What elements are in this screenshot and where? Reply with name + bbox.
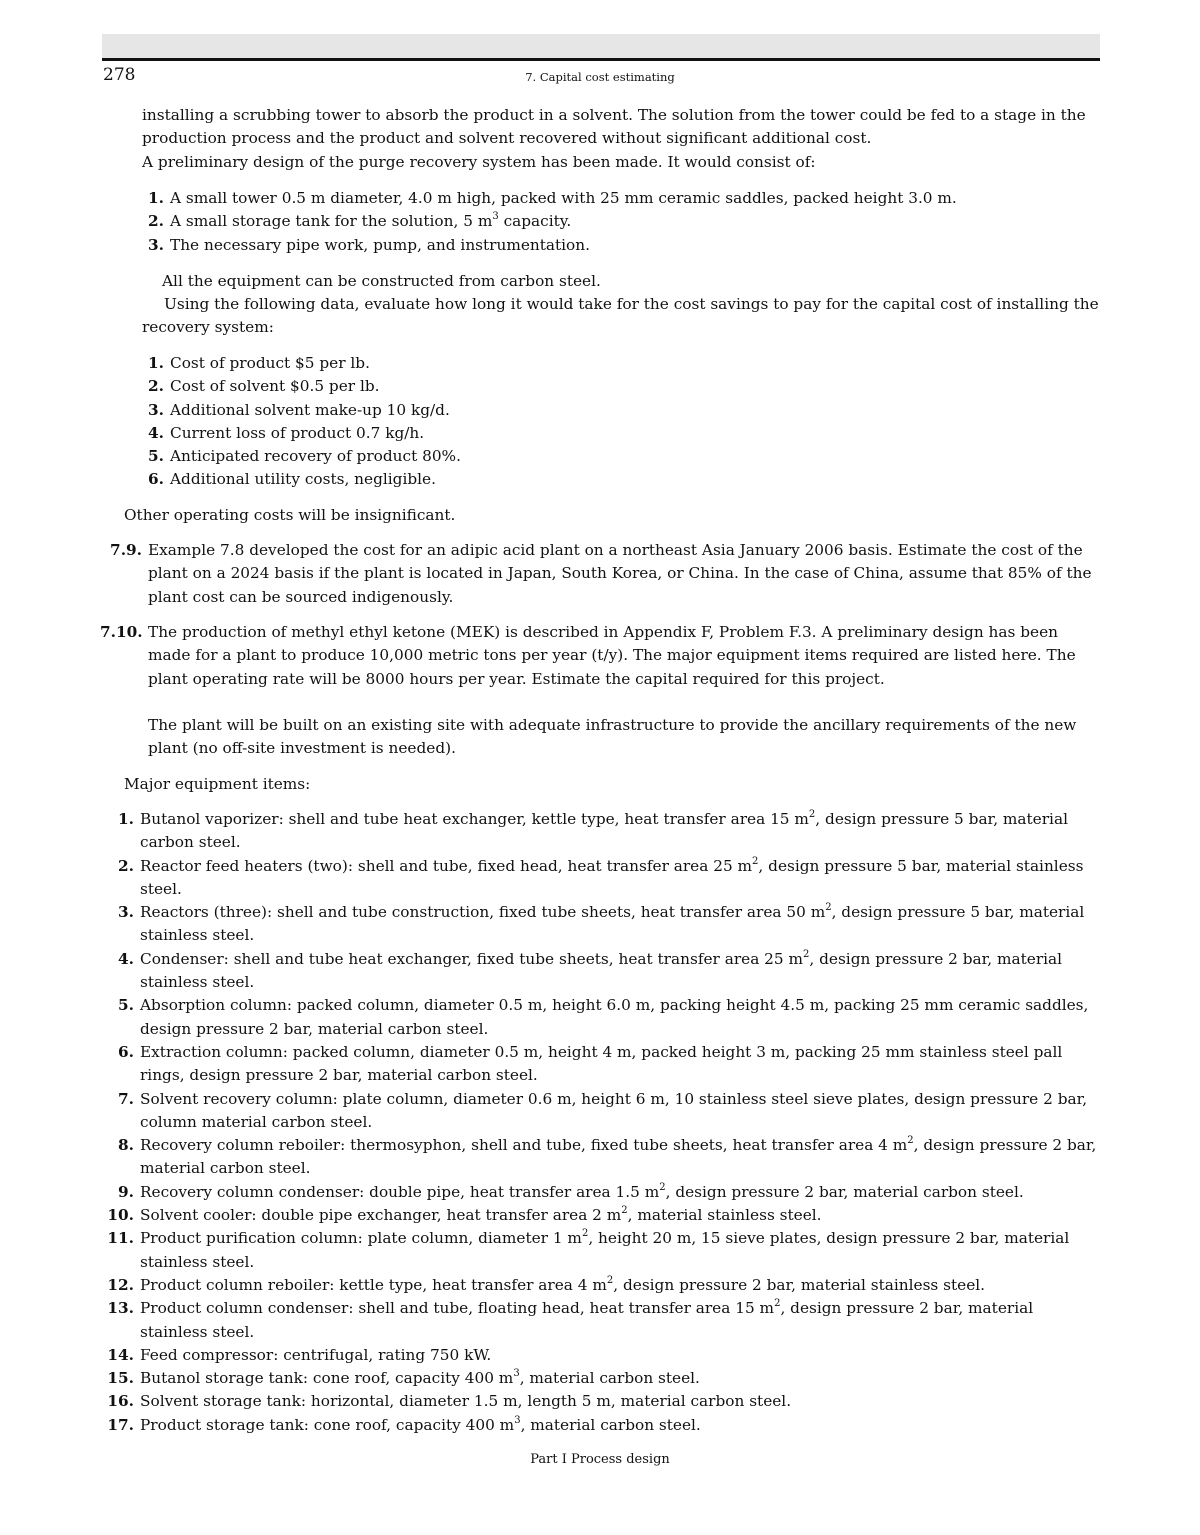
- unit-exponent: 3: [514, 1414, 521, 1426]
- header-rule: [102, 58, 1100, 61]
- list-item-text: The necessary pipe work, pump, and instrumentation.: [170, 235, 590, 254]
- list-item-number: 4.: [148, 423, 164, 442]
- list-item: [100, 1297, 1100, 1344]
- list-item: [142, 210, 1100, 233]
- list-item-number: 2.: [118, 856, 134, 875]
- list-item: [100, 855, 1100, 902]
- list-item-text: Cost of solvent $0.5 per lb.: [170, 377, 380, 396]
- list-item-number: 5.: [148, 447, 164, 466]
- list-item-text: Additional solvent make-up 10 kg/d.: [170, 400, 450, 419]
- list-item-text-part: , material stainless steel.: [627, 1206, 822, 1225]
- list-item: [100, 948, 1100, 995]
- unit-exponent: 3: [513, 1368, 520, 1380]
- list-item-text-part: , design pressure 2 bar, material stainless steel.: [140, 1299, 1034, 1341]
- equipment-heading: Major equipment items:: [124, 775, 311, 793]
- intro-paragraph-2: A preliminary design of the purge recovery system has been made. It would consist of:: [142, 153, 816, 171]
- list-item-number: 3.: [148, 400, 164, 419]
- list-item-number: 3.: [118, 903, 134, 922]
- list-item-text-part: Recovery column condenser: double pipe, heat transfer area 1.5 m: [140, 1182, 660, 1201]
- list-item-text-part: Reactor feed heaters (two): shell and tube, fixed head, heat transfer area 25 m: [140, 856, 753, 875]
- list-item-text: Extraction column: packed column, diameter 0.5 m, height 4 m, packed height 3 m, packing 25 mm stainless steel pall rings, design pressure 2 bar, material carbon steel.: [140, 1042, 1063, 1085]
- list-item-text-part: , material carbon steel.: [520, 1415, 701, 1434]
- list-item-text: Cost of product $5 per lb.: [170, 354, 370, 372]
- list-item-text: [140, 1367, 1100, 1390]
- unit-exponent: 2: [606, 1274, 614, 1286]
- list-item-text: [140, 855, 1100, 902]
- list-item-text: A small tower 0.5 m diameter, 4.0 m high, packed with 25 mm ceramic saddles, packed height 3.0 m.: [170, 189, 957, 207]
- list-item-number: 1.: [118, 810, 134, 828]
- unit-exponent: 2: [803, 948, 810, 960]
- list-item: [142, 352, 1100, 375]
- list-item-number: 13.: [107, 1299, 134, 1318]
- problem-7-10-text: The production of methyl ethyl ketone (MEK) is described in Appendix F, Problem F.3. A preliminary design has been made for a plant to produce 10,000 metric tons per year (t/y). The major equipment items required are listed here. The plant operating rate will be 8000 hours per year. Estimate the capital required for this project.: [148, 623, 1076, 688]
- list-item-text-part: Product column condenser: shell and tube, floating head, heat transfer area 15 m: [140, 1299, 775, 1318]
- list-item: [100, 1367, 1100, 1390]
- list-item: [100, 808, 1100, 855]
- list-item-number: 9.: [118, 1182, 134, 1201]
- list-item-number: 17.: [107, 1415, 134, 1434]
- page-footer: Part I Process design: [530, 1452, 670, 1467]
- list-item-text: Feed compressor: centrifugal, rating 750 kW.: [140, 1345, 492, 1364]
- list-item-text-part: , design pressure 5 bar, material stainless steel.: [140, 903, 1085, 945]
- list-item-text: [140, 1297, 1100, 1344]
- list-item-number: 6.: [148, 470, 164, 489]
- list-item-number: 8.: [118, 1136, 134, 1155]
- unit-exponent: 2: [752, 855, 759, 867]
- list-item-number: 6.: [118, 1042, 134, 1061]
- list-item-number: 7.: [118, 1089, 134, 1108]
- list-item-number: 14.: [107, 1345, 134, 1364]
- list-item-text: Additional utility costs, negligible.: [170, 470, 436, 489]
- running-head: 7. Capital cost estimating: [525, 70, 675, 84]
- equipment-list: [100, 808, 1100, 1437]
- page-number: 278: [103, 65, 136, 85]
- list-item: [142, 234, 1100, 257]
- list-item: [100, 1204, 1100, 1227]
- intro-paragraph-3: All the equipment can be constructed from carbon steel.: [162, 272, 601, 290]
- list-item-text-part: , material carbon steel.: [519, 1369, 700, 1388]
- list-item-text-part: , design pressure 2 bar, material stainless steel.: [140, 949, 1063, 992]
- list-item-text-part: Product storage tank: cone roof, capacity 400 m: [140, 1415, 515, 1434]
- list-item-text-part: Condenser: shell and tube heat exchanger, fixed tube sheets, heat transfer area 25 m: [140, 949, 804, 968]
- list-item-number: 3.: [148, 235, 164, 254]
- list-item-text: Absorption column: packed column, diameter 0.5 m, height 6.0 m, packing height 4.5 m, packing 25 mm ceramic saddles, design pressure 2 bar, material carbon steel.: [140, 996, 1089, 1038]
- list-item-number: 16.: [107, 1392, 134, 1411]
- problem-7-9: [100, 539, 1100, 609]
- list-item: [142, 375, 1100, 398]
- list-item: [100, 1390, 1100, 1413]
- list-item-text-part: Reactors (three): shell and tube construction, fixed tube sheets, heat transfer area 50 m: [140, 903, 826, 922]
- problem-7-10-number: 7.10.: [100, 623, 143, 641]
- list-item-text-part: Butanol storage tank: cone roof, capacity 400 m: [140, 1369, 514, 1388]
- list-item-text-part: , design pressure 2 bar, material carbon steel.: [140, 1136, 1097, 1178]
- list-item-number: 1.: [148, 189, 164, 207]
- list-item-text: [140, 808, 1100, 855]
- problem-7-10-paragraph-2: The plant will be built on an existing site with adequate infrastructure to provide the ancillary requirements of the new plant (no off-site investment is needed).: [148, 716, 1077, 758]
- list-item-text-part: , height 20 m, 15 sieve plates, design pressure 2 bar, material stainless steel.: [140, 1229, 1070, 1271]
- list-item: [142, 468, 1100, 491]
- list-item-text: [140, 1204, 1100, 1227]
- list-item-text: [140, 948, 1100, 995]
- list-item: [100, 1041, 1100, 1088]
- list-item-text: [140, 1274, 1100, 1297]
- list-item-text: Anticipated recovery of product 80%.: [170, 447, 461, 466]
- list-item-text: Solvent recovery column: plate column, diameter 0.6 m, height 6 m, 10 stainless steel sieve plates, design pressure 2 bar, column material carbon steel.: [140, 1089, 1088, 1131]
- list-item: [142, 445, 1100, 468]
- list-item: [100, 1274, 1100, 1297]
- list-item-number: 11.: [107, 1229, 134, 1248]
- list-item-text-part: Product purification column: plate column, diameter 1 m: [140, 1229, 582, 1248]
- list-item-text: [170, 210, 1100, 233]
- list-item: [100, 901, 1100, 948]
- list-item-number: 2.: [148, 212, 164, 231]
- list-item: [100, 994, 1100, 1041]
- list-item-text-part: , design pressure 2 bar, material stainless steel.: [613, 1275, 985, 1294]
- list-item-text-part: Recovery column reboiler: thermosyphon, shell and tube, fixed tube sheets, heat transfer area 4 m: [140, 1136, 908, 1155]
- list-item-text: [140, 1181, 1100, 1204]
- intro-paragraph-4: Using the following data, evaluate how long it would take for the cost savings to pay for the capital cost of installing the recovery system:: [142, 295, 1099, 337]
- list-item-text-part: , design pressure 2 bar, material carbon steel.: [665, 1182, 1024, 1201]
- list-item-text: [140, 901, 1100, 948]
- intro-paragraph-1: installing a scrubbing tower to absorb the product in a solvent. The solution from the tower could be fed to a stage in the production process and the product and solvent recovered without significant additional cost.: [142, 106, 1086, 148]
- list-item-text-part: , design pressure 5 bar, material carbon steel.: [140, 810, 1068, 852]
- list-item-number: 4.: [118, 949, 134, 968]
- data-list: [142, 352, 1100, 492]
- list-item-text: [140, 1414, 1100, 1437]
- list-item-text-part: , design pressure 5 bar, material stainless steel.: [140, 856, 1084, 898]
- list-item-text: Solvent storage tank: horizontal, diameter 1.5 m, length 5 m, material carbon steel.: [140, 1392, 792, 1411]
- unit-exponent: 2: [581, 1228, 589, 1240]
- unit-exponent: 2: [808, 808, 816, 820]
- problem-7-10: [100, 621, 1100, 691]
- list-item: [100, 1344, 1100, 1367]
- list-item: [142, 399, 1100, 422]
- list-item-number: 15.: [107, 1369, 134, 1388]
- intro-paragraph-5: Other operating costs will be insignificant.: [124, 506, 456, 524]
- unit-exponent: 2: [659, 1181, 666, 1193]
- problem-7-9-number: 7.9.: [110, 541, 142, 559]
- unit-exponent: 2: [621, 1204, 628, 1216]
- list-item: [142, 422, 1100, 445]
- unit-exponent: 2: [907, 1135, 914, 1147]
- list-item: [100, 1227, 1100, 1274]
- list-item-text-part: capacity.: [498, 212, 572, 231]
- list-item: [100, 1181, 1100, 1204]
- list-item: [142, 187, 1100, 210]
- list-item-text-part: Solvent cooler: double pipe exchanger, heat transfer area 2 m: [140, 1206, 622, 1225]
- unit-exponent: 2: [825, 902, 832, 914]
- list-item: [100, 1134, 1100, 1181]
- list-item: [100, 1414, 1100, 1437]
- list-item-number: 1.: [148, 354, 164, 372]
- unit-exponent: 2: [774, 1298, 781, 1310]
- list-item: [100, 1088, 1100, 1135]
- header-bar: [102, 34, 1100, 58]
- list-item-text-part: Butanol vaporizer: shell and tube heat exchanger, kettle type, heat transfer area 15 m: [140, 810, 809, 828]
- list-item-text: [140, 1227, 1100, 1274]
- list-item-text: Current loss of product 0.7 kg/h.: [170, 423, 425, 442]
- unit-exponent: 3: [492, 211, 499, 223]
- list-item-text: [140, 1134, 1100, 1181]
- list-item-number: 12.: [107, 1275, 134, 1294]
- design-list: [142, 187, 1100, 257]
- list-item-number: 10.: [107, 1206, 134, 1225]
- problem-7-9-text: Example 7.8 developed the cost for an adipic acid plant on a northeast Asia January 2006 basis. Estimate the cost of the plant on a 2024 basis if the plant is located in Japan, South Korea, or China. In the case of China, assume that 85% of the plant cost can be sourced indigenously.: [148, 541, 1092, 606]
- list-item-text-part: A small storage tank for the solution, 5 m: [170, 212, 493, 231]
- list-item-text-part: Product column reboiler: kettle type, heat transfer area 4 m: [140, 1275, 607, 1294]
- list-item-number: 2.: [148, 377, 164, 396]
- list-item-number: 5.: [118, 996, 134, 1015]
